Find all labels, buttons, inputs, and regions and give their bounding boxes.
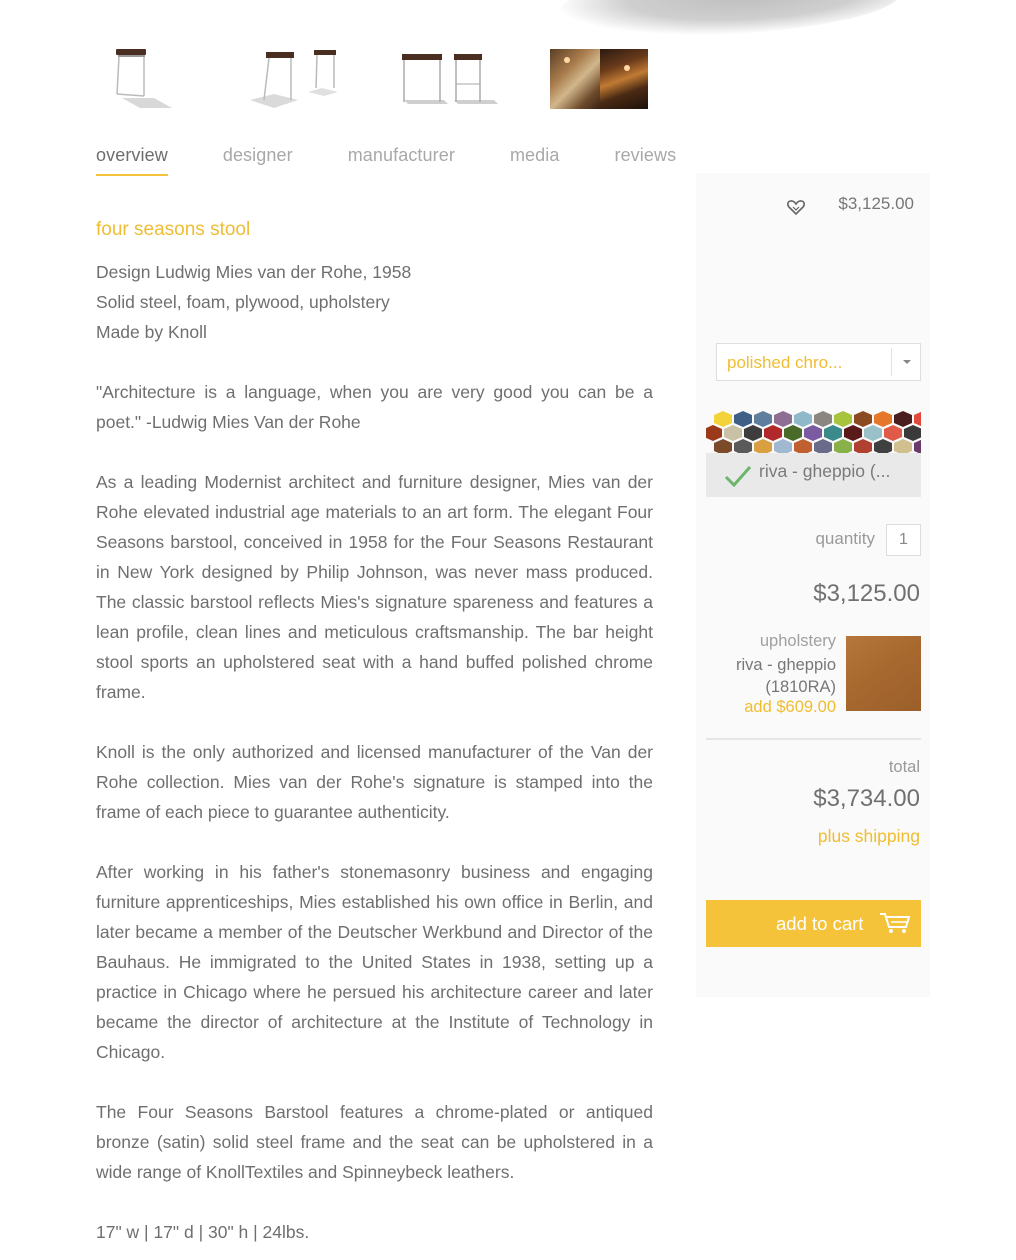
hero-image-shadow (559, 0, 902, 43)
photo-light (624, 65, 630, 71)
fabric-swatch[interactable] (854, 439, 872, 453)
thumbnail-4[interactable] (550, 49, 648, 109)
fabric-swatch[interactable] (734, 439, 752, 453)
product-description (96, 215, 653, 1260)
description-paragraph: Knoll is the only authorized and licensed manufacturer of the Van der Rohe collection. Mies van der Rohe's signature is stamped into the frame of each piece to guarantee authenticity. (96, 742, 653, 822)
divider (706, 738, 921, 740)
finish-select[interactable] (716, 343, 921, 381)
thumbnail-1[interactable] (100, 44, 200, 112)
upholstery-name-line1: riva - gheppio (736, 656, 836, 674)
fabric-swatch[interactable] (914, 439, 921, 453)
upholstery-code: (1810RA) (765, 678, 836, 696)
fabric-swatch[interactable] (774, 439, 792, 453)
base-price: $3,125.00 (838, 194, 914, 213)
add-to-cart-button[interactable] (706, 900, 921, 947)
finish-select-value: polished chro... (727, 353, 843, 372)
upholstery-label: upholstery (759, 632, 836, 650)
restaurant-photo-right (600, 49, 648, 109)
maker-line: Made by Knoll (96, 322, 207, 342)
total-label: total (888, 758, 920, 776)
thumbnail-2[interactable] (250, 44, 350, 112)
leather-swatch-image (846, 636, 921, 711)
upholstery-add-price: add $609.00 (744, 698, 836, 716)
add-to-cart-label: add to cart (776, 912, 864, 934)
description-paragraph: After working in his father's stonemasonry business and engaging furniture apprenticeships, Mies established his own office in Berlin, and later became a member of the Deutscher Werkbund and Director of the Bauhaus. He immigrated to the United States in 1938, setting up a practice in Chicago where he persued his architecture career and later became the director of architecture at the Institute of Technology in Chicago. (96, 862, 653, 1062)
fabric-swatch[interactable] (794, 439, 812, 453)
upholstery-name (736, 654, 836, 698)
quantity-label: quantity (815, 529, 875, 548)
tab-media[interactable]: media (509, 145, 560, 165)
product-tabs (96, 145, 731, 176)
thumbnail-3[interactable] (400, 44, 500, 112)
fabric-swatch[interactable] (714, 439, 732, 453)
unit-price: $3,125.00 (813, 580, 920, 607)
description-paragraph: The Four Seasons Barstool features a chrome-plated or antiqued bronze (satin) solid steel frame and the seat can be upholstered in a wide range of KnollTextiles and Spinneybeck leathers. (96, 1102, 653, 1182)
restaurant-photo-left (550, 49, 600, 109)
check-icon (724, 465, 752, 492)
chevron-down-icon[interactable] (891, 348, 920, 376)
tab-overview[interactable]: overview (96, 145, 168, 176)
fabric-swatch[interactable] (754, 439, 772, 453)
tab-reviews[interactable]: reviews (614, 145, 677, 165)
swatch-row (714, 439, 921, 453)
fabric-swatch[interactable] (894, 439, 912, 453)
heart-icon[interactable] (786, 197, 806, 217)
total-price: $3,734.00 (813, 785, 920, 812)
materials-line: Solid steel, foam, plywood, upholstery (96, 292, 390, 312)
fabric-swatch[interactable] (834, 439, 852, 453)
tab-manufacturer[interactable]: manufacturer (347, 145, 455, 165)
quote: "Architecture is a language, when you are very good you can be a poet." -Ludwig Mies Van der Rohe (96, 382, 653, 432)
selected-swatch[interactable] (706, 453, 921, 497)
stool-front-image (100, 44, 200, 112)
two-stools-image (400, 44, 500, 112)
fabric-swatch[interactable] (874, 439, 892, 453)
description-paragraph: As a leading Modernist architect and furniture designer, Mies van der Rohe elevated industrial age materials to an art form. The elegant Four Seasons barstool, conceived in 1958 for the Four Seasons Restaurant in New York designed by Philip Johnson, was never mass produced. The classic barstool reflects Mies's signature spareness and features a lean profile, clean lines and meticulous craftsmanship. The bar height stool sports an upholstered seat with a hand buffed polished chrome frame. (96, 472, 653, 702)
shipping-note: plus shipping (817, 826, 920, 846)
fabric-swatch-grid[interactable] (706, 411, 921, 453)
photo-light (564, 57, 570, 63)
cart-icon (879, 911, 911, 940)
product-title: four seasons stool (96, 219, 251, 240)
fabric-swatch[interactable] (814, 439, 832, 453)
purchase-panel (696, 173, 930, 997)
stool-side-image (250, 44, 350, 112)
tab-designer[interactable]: designer (222, 145, 293, 165)
thumbnail-strip (100, 44, 698, 112)
dimensions: 17" w | 17" d | 30" h | 24lbs. (96, 1222, 310, 1242)
product-meta (96, 257, 653, 347)
designer-line: Design Ludwig Mies van der Rohe, 1958 (96, 262, 412, 282)
quantity-input[interactable] (886, 524, 921, 556)
selected-swatch-label: riva - gheppio (... (759, 461, 891, 481)
